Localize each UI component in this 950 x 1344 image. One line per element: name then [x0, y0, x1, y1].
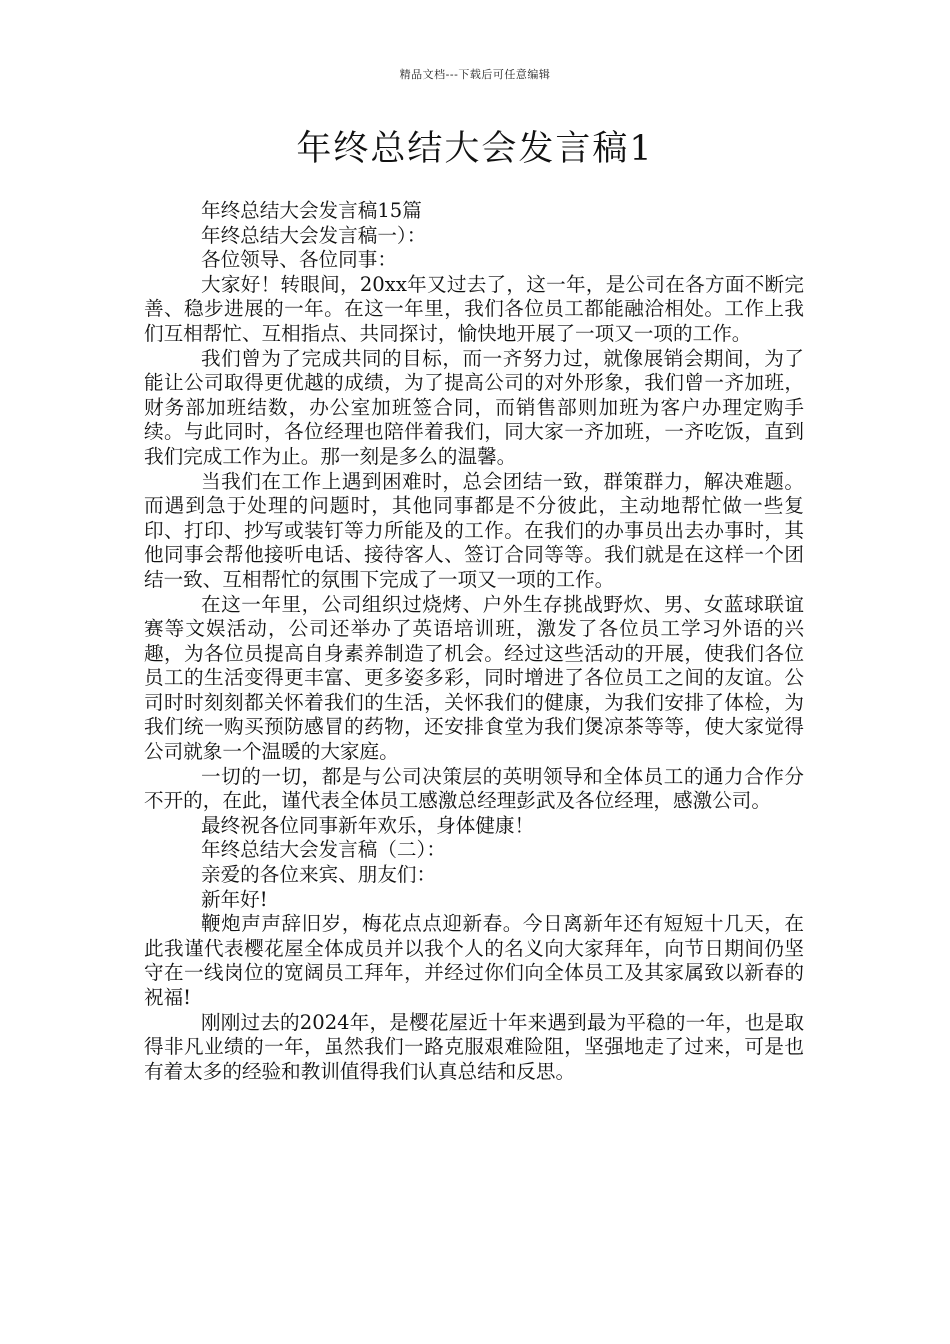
paragraph: 刚刚过去的2024年，是樱花屋近十年来遇到最为平稳的一年，也是取得非凡业绩的一年，虽然我们一路克服艰难险阻，坚强地走了过来，可是也有着太多的经验和教训值得我们认真总结和反思。 — [144, 1010, 804, 1083]
document-body — [144, 199, 804, 1084]
paragraph: 各位领导、各位同事： — [201, 248, 397, 272]
paragraph: 新年好! — [201, 887, 268, 911]
paragraph: 大家好！转眼间，20xx年又过去了，这一年，是公司在各方面不断完善、稳步进展的一年。在这一年里，我们各位员工都能融洽相处。工作上我们互相帮忙、互相指点、共同探讨，愉快地开展了一项又一项的工作。 — [144, 272, 804, 345]
document-title: 年终总结大会发言稿1 — [296, 129, 654, 169]
paragraph: 在这一年里，公司组织过烧烤、户外生存挑战野炊、男、女蓝球联谊赛等文娱活动，公司还举办了英语培训班，激发了各位员工学习外语的兴趣，为各位员提高自身素养制造了机会。经过这些活动的开展，使我们各位员工的生活变得更丰富、更多姿多彩，同时增进了各位员工之间的友谊。公司时时刻刻都关怀着我们的生活，关怀我们的健康，为我们安排了体检，为我们统一购买预防感冒的药物，还安排食堂为我们煲凉茶等等，使大家觉得公司就象一个温暖的大家庭。 — [144, 592, 804, 764]
paragraph: 当我们在工作上遇到困难时，总会团结一致，群策群力，解决难题。而遇到急于处理的问题时，其他同事都是不分彼此，主动地帮忙做一些复印、打印、抄写或装钉等力所能及的工作。在我们的办事员出去办事时，其他同事会帮他接听电话、接待客人、签订合同等等。我们就是在这样一个团结一致、互相帮忙的氛围下完成了一项又一项的工作。 — [144, 469, 804, 591]
paragraph: 亲爱的各位来宾、朋友们： — [201, 863, 437, 887]
paragraph: 鞭炮声声辞旧岁，梅花点点迎新春。今日离新年还有短短十几天，在此我谨代表樱花屋全体成员并以我个人的名义向大家拜年，向节日期间仍坚守在一线岗位的宽阔员工拜年，并经过你们向全体员工及其家属致以新春的祝福! — [144, 912, 804, 1009]
paragraph: 年终总结大会发言稿15篇 — [201, 199, 422, 222]
paragraph: 最终祝各位同事新年欢乐，身体健康！ — [201, 813, 535, 837]
paragraph: 我们曾为了完成共同的目标，而一齐努力过，就像展销会期间，为了能让公司取得更优越的成绩，为了提高公司的对外形象，我们曾一齐加班，财务部加班结数，办公室加班签合同，而销售部则加班为客户办理定购手续。与此同时，各位经理也陪伴着我们，同大家一齐加班，一齐吃饭，直到我们完成工作为止。那一刻是多么的温馨。 — [144, 346, 804, 468]
header-note: 精品文档---下载后可任意编辑 — [399, 68, 551, 81]
paragraph: 一切的一切，都是与公司决策层的英明领导和全体员工的通力合作分不开的，在此，谨代表全体员工感激总经理彭武及各位经理，感激公司。 — [144, 764, 804, 813]
paragraph: 年终总结大会发言稿（二）： — [201, 838, 446, 862]
paragraph: 年终总结大会发言稿一）： — [201, 223, 427, 247]
